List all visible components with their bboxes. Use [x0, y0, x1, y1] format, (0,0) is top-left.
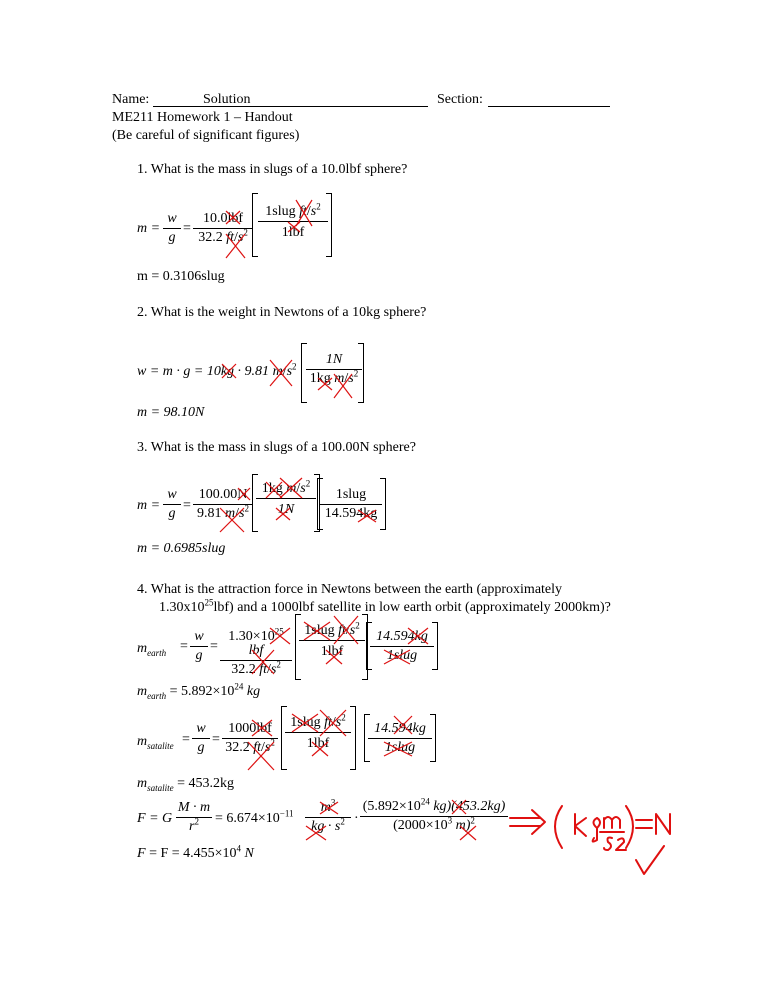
note-line: (Be careful of significant figures): [112, 128, 300, 143]
q3-bracket2-right: [380, 478, 386, 530]
q3-m: m =: [137, 498, 161, 513]
q4-G-units: $m^3$ kg · $s^2$: [305, 801, 351, 834]
q4-dot: ·: [354, 811, 359, 826]
name-value: Solution: [203, 92, 251, 107]
q4-eq-1: =: [180, 639, 188, 654]
q3-w-over-g: w g: [163, 488, 181, 521]
q3-eq: =: [183, 498, 191, 513]
q3-fraction: 100.00N 9.81 $m/s^2$: [193, 488, 253, 521]
q4-bracket4-right: [430, 714, 436, 762]
q2-answer: m = 98.10N: [137, 405, 205, 420]
handwritten-units-check: [0, 0, 1, 1]
q4-F: F = G: [137, 811, 173, 826]
q1-m: m =: [137, 221, 161, 236]
q4-bracket3-right: [350, 706, 356, 770]
course-line: ME211 Homework 1 – Handout: [112, 110, 293, 125]
q2-bracket-right: [358, 343, 364, 403]
q4-earth-fraction: $1.30\times 10^{25}$ lbf 32.2 $ft/s^2$: [220, 630, 292, 677]
q4-w-over-g-1: w g: [190, 630, 208, 663]
section-label: Section:: [437, 92, 483, 107]
q4-bracket2-right: [432, 622, 438, 670]
q4-conversion1: 1slug $ft/s^2$ 1lbf: [299, 624, 365, 659]
q3-conversion2: 1slug 14.594kg: [320, 488, 382, 521]
q4-G-value: = $6.674\times 10^{-11}$: [215, 808, 294, 826]
q1-question: 1. What is the mass in slugs of a 10.0lbf sphere?: [137, 162, 408, 177]
q3-answer: m = 0.6985slug: [137, 541, 226, 556]
name-underline: [153, 106, 428, 107]
q4-final-answer: $F = F = 4.455\times 10^4$ N: [137, 843, 254, 861]
q4-w-over-g-2: w g: [192, 722, 210, 755]
section-underline: [488, 106, 610, 107]
q1-fraction: 10.0lbf 32.2 $ft/s^2$: [193, 212, 253, 245]
q4-conversion2: 14.594kg 1slug: [370, 630, 434, 663]
q4-eq-3: =: [182, 732, 190, 747]
q1-w-over-g: w g: [163, 212, 181, 245]
q1-bracket-right: [326, 193, 332, 257]
q4-conversion3: 1slug $ft/s^2$ 1lbf: [285, 716, 351, 751]
q4-m-earth: $m_{earth}$: [137, 641, 167, 658]
q3-conversion1: 1kg $m/s^2$ 1N: [256, 482, 316, 517]
q4-question-line1: 4. What is the attraction force in Newtons between the earth (approximately: [137, 582, 563, 597]
q4-Mm-over-r2: M · m $r^2$: [177, 800, 211, 834]
name-label: Name:: [112, 92, 150, 107]
q2-question: 2. What is the weight in Newtons of a 10kg sphere?: [137, 305, 427, 320]
q2-expression: w = m · g = 10kg · 9.81 $m/s^2$: [137, 361, 297, 379]
q1-conversion: 1slug $ft/s^2$ 1lbf: [258, 205, 328, 240]
q1-answer: m = 0.3106slug: [137, 269, 225, 284]
q4-earth-answer: $m_{earth} = 5.892\times 10^{24}$ kg: [137, 681, 261, 701]
q2-conversion: 1N 1kg $m/s^2$: [306, 353, 362, 386]
q4-sat-answer: $m_{satalite} = 453.2kg$: [137, 776, 235, 793]
q4-m-satalite: $m_{satalite}$: [137, 734, 174, 751]
q4-force-fraction: ($5.892\times 10^{24}$ kg)(453.2kg) ($2000\times 10^3$ m)$^2$: [360, 800, 508, 833]
q4-conversion4: 14.594kg 1slug: [368, 722, 432, 755]
q4-sat-fraction: 1000lbf 32.2 $ft/s^2$: [222, 722, 278, 755]
q1-eq: =: [183, 221, 191, 236]
q4-eq-4: =: [212, 732, 220, 747]
q3-question: 3. What is the mass in slugs of a 100.00N sphere?: [137, 440, 416, 455]
q4-eq-2: =: [210, 639, 218, 654]
q4-question-line2: $1.30x10^{25}lbf$) and a 1000lbf satellite in low earth orbit (approximately 2000km)?: [159, 597, 611, 615]
